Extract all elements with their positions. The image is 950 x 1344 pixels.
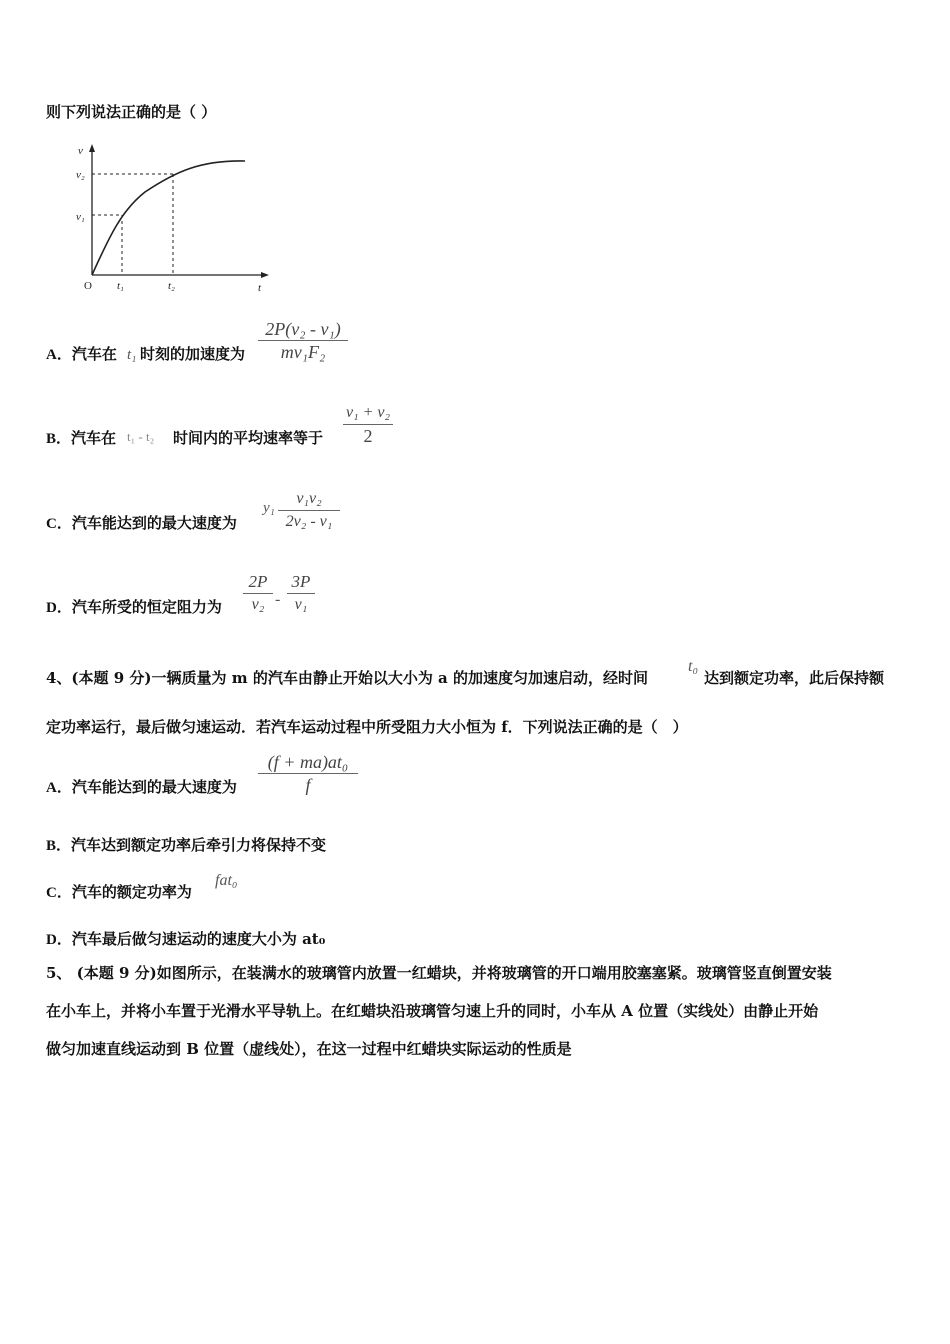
q3-b-var: t₁ - t₂ <box>127 429 155 444</box>
q3-a-text2: 时刻的加速度为 <box>140 345 246 363</box>
velocity-curve <box>92 161 245 275</box>
q3-option-c: C．汽车能达到的最大速度为 <box>46 514 237 532</box>
q4-c-math: fat₀ <box>215 872 238 889</box>
axis-label-t: t <box>258 282 262 294</box>
q4-line1-end: 达到额定功率，此后保持额 <box>704 669 885 687</box>
q3-d-minus: - <box>275 591 281 608</box>
velocity-time-graph <box>70 140 280 300</box>
q5-line1: 5、 (本题 9 分)如图所示，在装满水的玻璃管内放置一红蜡块，并将玻璃管的开口端用胶塞塞紧。玻璃管竖直倒置安装 <box>46 964 832 982</box>
q4-option-a: A．汽车能达到的最大速度为 <box>46 778 237 796</box>
q4-option-b: B．汽车达到额定功率后牵引力将保持不变 <box>46 836 327 854</box>
q3-c-fraction: v₁v₂ 2v₂ - v₁ <box>278 488 340 533</box>
intro-line: 则下列说法正确的是（ ） <box>46 103 217 121</box>
q3-b-fraction: v₁ + v₂ 2 <box>343 402 393 447</box>
q4-option-c: C．汽车的额定功率为 <box>46 883 192 901</box>
q3-d-fraction-2: 3P v₁ <box>287 571 315 616</box>
axis-label-v: v <box>78 145 83 157</box>
q5-line2: 在小车上，并将小车置于光滑水平导轨上。在红蜡块沿玻璃管匀速上升的同时，小车从 A 位置（实线处）由静止开始 <box>46 1002 819 1020</box>
origin-label: O <box>84 280 92 292</box>
axis-label-t1: t₁ <box>117 280 124 292</box>
axis-label-v2: v₂ <box>76 169 85 181</box>
q3-a-var: t₁ <box>127 347 137 363</box>
q4-option-d: D．汽车最后做匀速运动的速度大小为 at₀ <box>46 930 326 948</box>
q4-t0-var: t₀ <box>688 658 699 675</box>
q4-line1: 4、(本题 9 分)一辆质量为 m 的汽车由静止开始以大小为 a 的加速度匀加速启动，经时间 <box>46 669 648 687</box>
q3-a-fraction: 2P(v₂ - v₁) mv₁F₂ <box>258 318 348 363</box>
q3-d-fraction-1: 2P v₂ <box>243 571 273 616</box>
y-axis-arrow <box>89 144 95 152</box>
x-axis-arrow <box>261 272 269 278</box>
q3-c-var: y₁ <box>263 500 275 516</box>
q4-line2: 定功率运行，最后做匀速运动．若汽车运动过程中所受阻力大小恒为 f．下列说法正确的是（ ） <box>46 718 688 736</box>
q5-line3: 做匀加速直线运动到 B 位置（虚线处），在这一过程中红蜡块实际运动的性质是 <box>46 1040 572 1058</box>
axis-label-t2: t₂ <box>168 280 175 292</box>
q3-option-b: B．汽车在 <box>46 429 117 447</box>
axis-label-v1: v₁ <box>76 211 85 223</box>
q3-option-a: A．汽车在 <box>46 345 117 363</box>
q3-b-text2: 时间内的平均速率等于 <box>173 429 324 447</box>
q3-option-d: D．汽车所受的恒定阻力为 <box>46 598 222 616</box>
q4-a-fraction: (f + ma)at₀ f <box>258 751 358 796</box>
